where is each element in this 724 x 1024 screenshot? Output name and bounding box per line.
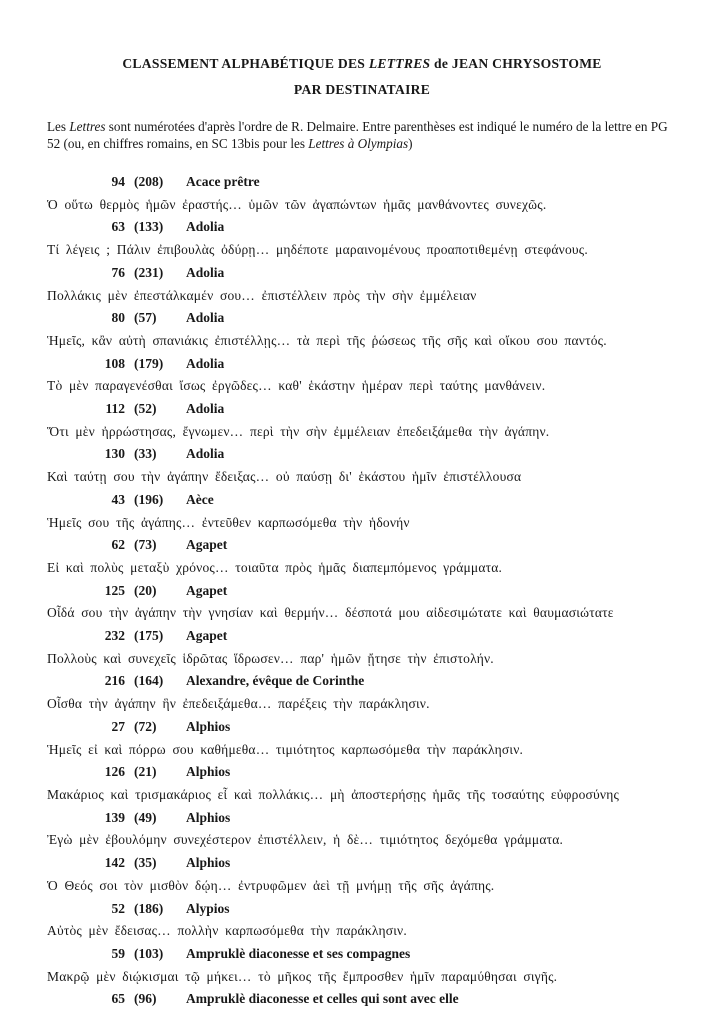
entry-greek-incipit: Ὁ οὕτω θερμὸς ἡμῶν ἐραστής… ὑμῶν τῶν ἀγαπώντων ἡμᾶς μανθάνοντες συνεχῶς. (47, 196, 547, 212)
entry-addressee-name: Adolia (186, 401, 225, 417)
entry-header (47, 716, 677, 739)
entry-pg-reference: (164) (134, 673, 164, 689)
entry-pg-reference: (52) (134, 401, 157, 417)
letter-entry (47, 988, 677, 1011)
letter-entry (47, 171, 677, 216)
entry-number: 142 (104, 855, 125, 871)
entry-greek-incipit: Τί λέγεις ; Πάλιν ἐπιβουλὰς ὀδύρῃ… μηδέποτε μαραινομένους προαποτιθεμένῃ στεφάνους. (47, 242, 588, 258)
entry-header (47, 761, 677, 784)
entry-pg-reference: (73) (134, 537, 157, 553)
entry-addressee-name: Acace prêtre (186, 174, 260, 189)
entry-number: 27 (111, 718, 125, 734)
entry-greek-incipit: Ἡμεῖς σου τῆς ἀγάπης… ἐντεῦθεν καρπωσόμεθα τὴν ἡδονήν (47, 514, 410, 530)
text-run: ) (408, 135, 413, 151)
entry-pg-reference: (20) (134, 582, 157, 598)
entry-number: 76 (111, 264, 125, 280)
letter-entry (47, 716, 677, 761)
letter-entry (47, 625, 677, 670)
entry-addressee-name: Agapet (186, 628, 228, 644)
entry-addressee-name: Adolia (186, 446, 225, 462)
entry-greek-incipit: Μακάριος καὶ τρισμακάριος εἶ καὶ πολλάκις… μὴ ἀποστερήσῃς ἡμᾶς τῆς τοσαύτης εὐφροσύνης (47, 786, 620, 802)
entry-pg-reference: (231) (134, 264, 164, 280)
entry-header (47, 171, 677, 194)
page-subtitle: PAR DESTINATAIRE (293, 82, 431, 97)
entry-header (47, 534, 677, 557)
entry-greek-incipit: Ἡμεῖς, κἂν αὐτὴ σπανιάκις ἐπιστέλλῃς… τὰ περὶ τῆς ῥώσεως τῆς σῆς καὶ οἴκου σου παντός. (47, 332, 607, 348)
entry-pg-reference: (186) (134, 900, 164, 916)
entry-number: 80 (111, 310, 125, 326)
entry-header (47, 489, 677, 512)
entry-number: 108 (104, 355, 125, 371)
entry-header (47, 988, 677, 1011)
entry-number: 139 (104, 809, 125, 825)
entry-header (47, 443, 677, 466)
entry-addressee-name: Adolia (186, 310, 225, 326)
text-run: Lettres (69, 119, 106, 134)
entry-pg-reference: (57) (134, 310, 157, 326)
entry-header (47, 262, 677, 285)
letter-entry (47, 353, 677, 398)
entry-addressee-name: Alphios (186, 809, 231, 825)
entry-number: 43 (111, 491, 125, 507)
entry-pg-reference: (96) (134, 991, 157, 1007)
entry-addressee-name: Agapet (186, 537, 228, 553)
entry-header (47, 670, 677, 693)
letter-entry (47, 262, 677, 307)
entry-addressee-name: Alphios (186, 764, 231, 780)
entry-pg-reference: (208) (134, 174, 164, 189)
text-run: Lettres à Olympias (308, 135, 409, 151)
entry-pg-reference: (49) (134, 809, 157, 825)
entry-greek-incipit: Αὐτὸς μὲν ἔδεισας… πολλὴν καρπωσόμεθα τὴν παράκλησιν. (47, 923, 407, 939)
entry-greek-incipit: Οἶσθα τὴν ἀγάπην ἣν ἐπεδειξάμεθα… παρέξεις τὴν παράκλησιν. (47, 696, 430, 712)
entry-addressee-name: Alypios (186, 900, 230, 916)
entries-list (47, 171, 677, 1011)
entry-greek-incipit: Εἰ καὶ πολὺς μεταξὺ χρόνος… τοιαῦτα πρὸς ἡμᾶς διαπεμπόμενος γράμματα. (47, 559, 503, 575)
entry-greek-incipit: Καὶ ταύτῃ σου τὴν ἀγάπην ἔδειξας… οὐ παύσῃ δι' ἑκάστου ἡμῖν ἐπιστέλλουσα (47, 469, 522, 485)
entry-greek-incipit: Ὅτι μὲν ἠρρώστησας, ἔγνωμεν… περὶ τὴν σὴν ἐμμέλειαν ἐπεδειξάμεθα τὴν ἀγάπην. (47, 423, 550, 439)
letter-entry (47, 898, 677, 943)
entry-pg-reference: (72) (134, 718, 157, 734)
entry-header (47, 216, 677, 239)
entry-pg-reference: (21) (134, 764, 157, 780)
entry-addressee-name: Adolia (186, 219, 225, 235)
entry-pg-reference: (175) (134, 628, 164, 644)
entry-header (47, 852, 677, 875)
title-block (47, 55, 677, 98)
letter-entry (47, 398, 677, 443)
entry-greek-incipit: Πολλοὺς καὶ συνεχεῖς ἱδρῶτας ἵδρωσεν… παρ' ἡμῶν ᾔτησε τὴν ἐπιστολήν. (47, 650, 494, 666)
entry-header (47, 898, 677, 921)
letter-entry (47, 943, 677, 988)
intro-paragraph (47, 119, 677, 152)
entry-header (47, 307, 677, 330)
letter-entry (47, 443, 677, 488)
entry-number: 216 (104, 673, 125, 689)
entry-greek-incipit: Τὸ μὲν παραγενέσθαι ἴσως ἐργῶδες… καθ' ἑκάστην ἡμέραν περὶ ταύτης μανθάνειν. (47, 378, 546, 394)
entry-greek-incipit: Πολλάκις μὲν ἐπεστάλκαμέν σου… ἐπιστέλλειν πρὸς τὴν σὴν ἐμμέλειαν (47, 287, 477, 303)
letter-entry (47, 670, 677, 715)
entry-header (47, 398, 677, 421)
entry-addressee-name: Alphios (186, 855, 231, 871)
text-run: sont numérotées d'après l'ordre de R. Delmaire. Entre parenthèses est indiqué le numéro de la lettre en PG 52 (ou, en chiffres romains, en SC 13bis pour les (47, 119, 668, 151)
entry-greek-incipit: Ὁ Θεός σοι τὸν μισθὸν δῴη… ἐντρυφῶμεν ἀεὶ τῇ μνήμῃ τῆς σῆς ἀγάπης. (47, 877, 495, 893)
letter-entry (47, 489, 677, 534)
entry-pg-reference: (196) (134, 491, 164, 507)
text-run: CLASSEMENT ALPHABÉTIQUE DES (122, 56, 369, 71)
letter-entry (47, 307, 677, 352)
entry-addressee-name: Agapet (186, 582, 228, 598)
entry-greek-incipit: Οἶδά σου τὴν ἀγάπην τὴν γνησίαν καὶ θερμήν… δέσποτά μου αἰδεσιμώτατε καὶ θαυμασιώτατε (47, 605, 614, 621)
entry-header (47, 625, 677, 648)
entry-addressee-name: Aèce (186, 491, 214, 507)
entry-number: 63 (111, 219, 125, 235)
entry-number: 112 (105, 401, 125, 417)
entry-pg-reference: (33) (134, 446, 157, 462)
entry-header (47, 580, 677, 603)
entry-greek-incipit: Ἐγὼ μὲν ἐβουλόμην συνεχέστερον ἐπιστέλλειν, ἡ δὲ… τιμιότητος δεχόμεθα γράμματα. (47, 832, 564, 848)
entry-number: 65 (111, 991, 125, 1007)
entry-header (47, 807, 677, 830)
page-title (47, 55, 677, 72)
entry-pg-reference: (133) (134, 219, 164, 235)
entry-number: 94 (111, 174, 125, 189)
letter-entry (47, 852, 677, 897)
letter-entry (47, 534, 677, 579)
text-run: de JEAN CHRYSOSTOME (430, 56, 602, 71)
entry-header (47, 943, 677, 966)
entry-pg-reference: (179) (134, 355, 164, 371)
entry-number: 125 (104, 582, 125, 598)
letter-entry (47, 807, 677, 852)
entry-number: 52 (111, 900, 125, 916)
entry-addressee-name: Alexandre, évêque de Corinthe (186, 673, 365, 689)
entry-number: 62 (111, 537, 125, 553)
entry-greek-incipit: Ἡμεῖς εἰ καὶ πόρρω σου καθήμεθα… τιμιότητος καρπωσόμεθα τὴν παράκλησιν. (47, 741, 524, 757)
entry-pg-reference: (35) (134, 855, 157, 871)
text-run: Les (47, 119, 70, 134)
entry-greek-incipit: Μακρῷ μὲν διῴκισμαι τῷ μήκει… τὸ μῆκος τῆς ἔμπροσθεν ἡμῖν παραμύθησαι σιγῆς. (47, 968, 558, 984)
entry-number: 59 (111, 945, 125, 961)
entry-addressee-name: Ampruklè diaconesse et celles qui sont avec elle (186, 991, 459, 1007)
text-run: LETTRES (368, 56, 431, 71)
letter-entry (47, 761, 677, 806)
entry-number: 130 (104, 446, 125, 462)
letter-entry (47, 580, 677, 625)
entry-number: 126 (104, 764, 125, 780)
letter-entry (47, 216, 677, 261)
entry-number: 232 (104, 628, 125, 644)
entry-pg-reference: (103) (134, 945, 164, 961)
entry-addressee-name: Ampruklè diaconesse et ses compagnes (186, 945, 411, 961)
entry-header (47, 353, 677, 376)
entry-addressee-name: Alphios (186, 718, 231, 734)
entry-addressee-name: Adolia (186, 355, 225, 371)
entry-addressee-name: Adolia (186, 264, 225, 280)
